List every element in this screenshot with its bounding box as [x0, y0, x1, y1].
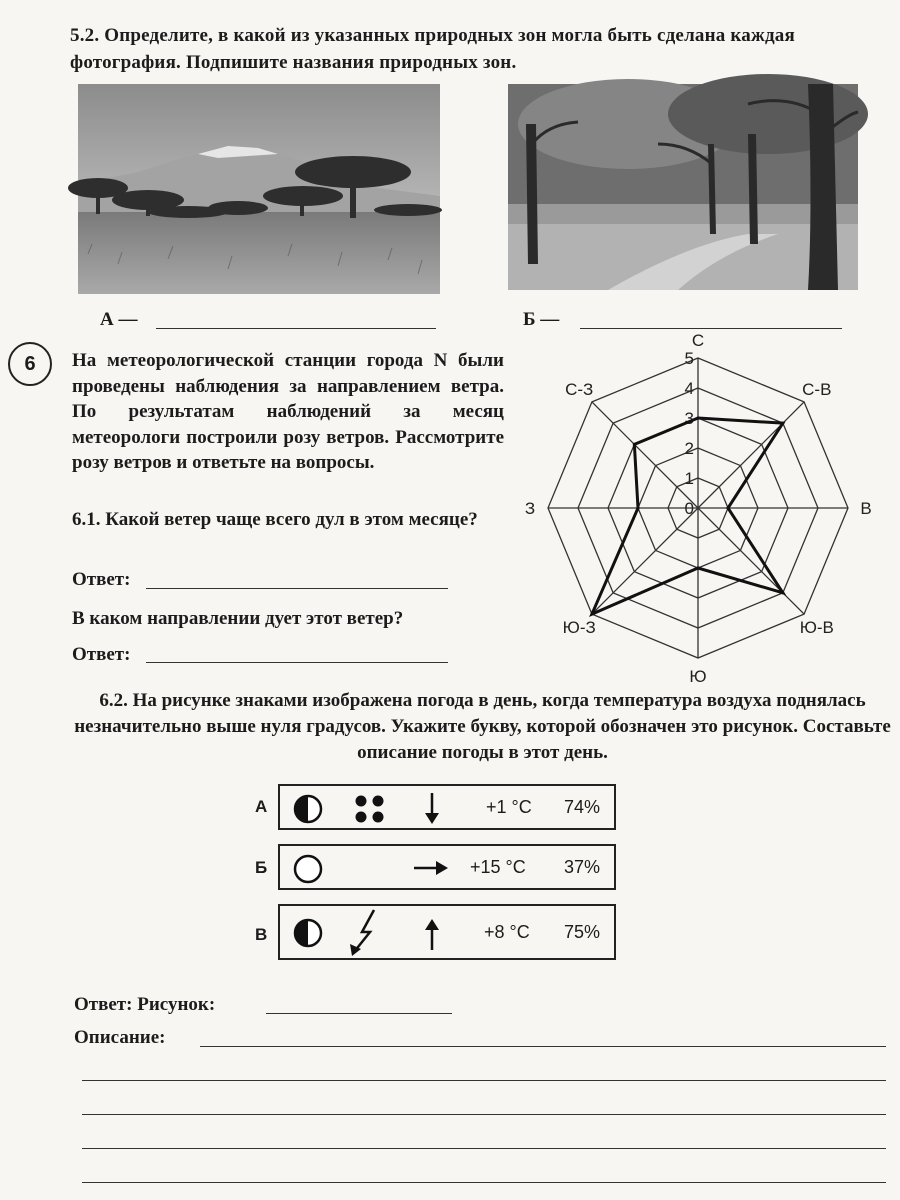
description-label: Описание: [74, 1027, 166, 1048]
humidity: 75% [564, 922, 601, 942]
row-letter-b: Б [255, 858, 268, 877]
photo-b-forest [508, 84, 858, 290]
direction-label: С-В [802, 380, 832, 400]
right-arrow-icon [412, 858, 452, 878]
data-point [590, 613, 593, 616]
up-arrow-icon [422, 916, 442, 952]
scale-tick-label: 3 [684, 409, 694, 428]
direction-label: Ю [689, 667, 707, 686]
data-point [697, 567, 700, 570]
data-point [637, 507, 640, 510]
half-cloud-icon [292, 793, 324, 825]
question-6-2: 6.2. На рисунке знаками изображена погода в день, когда температура воздуха поднялась незначительно выше нуля градусов. Укажите букву, которой обозначен это рисунок. Составьте описание погоды в этот день. [74, 690, 891, 763]
task-6-text: На метеорологической станции города N были проведены наблюдения за направлением ветра. По результатам наблюдений за месяц метеорологи построили розу ветров. Рассмотрите розу ветров и ответьте на вопросы. [72, 350, 504, 473]
photo-a-savanna [78, 84, 440, 294]
temperature: +8 °C [484, 922, 530, 942]
photo-b-label: Б — [523, 309, 560, 330]
weather-row-b [278, 844, 616, 890]
humidity: 74% [564, 797, 601, 817]
scale-tick-label: 1 [684, 469, 694, 488]
data-point [727, 507, 730, 510]
weather-row-v [278, 904, 616, 960]
description-line[interactable] [82, 1182, 886, 1183]
scale-tick-label: 0 [684, 499, 694, 518]
answer-line-b[interactable] [580, 328, 842, 329]
direction-label: Ю-З [562, 617, 596, 637]
half-cloud-icon [292, 917, 324, 949]
humidity: 37% [564, 857, 601, 877]
data-point [633, 443, 636, 446]
direction-label: С-З [565, 380, 594, 400]
weather-row-a [278, 784, 616, 830]
direction-label: В [860, 499, 872, 518]
answer-line-6-1[interactable] [146, 588, 448, 589]
description-line[interactable] [200, 1046, 886, 1047]
task-number: 6 [8, 342, 52, 386]
question-6-1: 6.1. Какой ветер чаще всего дул в этом месяце? [72, 509, 478, 530]
scale-tick-label: 4 [684, 379, 694, 398]
photo-a-label: А — [100, 309, 138, 330]
answer-line-a[interactable] [156, 328, 436, 329]
scale-tick-label: 5 [684, 349, 694, 368]
data-point [697, 417, 700, 420]
description-line[interactable] [82, 1080, 886, 1081]
question-5-2: 5.2. Определите, в какой из указанных природных зон могла быть сделана каждая фотография. Подпишите названия природных зон. [70, 25, 795, 73]
row-letter-a: А [255, 797, 268, 816]
wind-rose-chart [524, 331, 900, 686]
answer-picture-label: Ответ: Рисунок: [74, 994, 216, 1015]
direction-label: З [524, 499, 536, 518]
data-point [781, 591, 784, 594]
answer-line-6-1b[interactable] [146, 662, 448, 663]
description-line[interactable] [82, 1114, 886, 1115]
description-line[interactable] [82, 1148, 886, 1149]
rain-dots-icon [352, 792, 388, 826]
temperature: +15 °C [470, 857, 526, 877]
down-arrow-icon [422, 791, 442, 827]
clear-sky-icon [292, 853, 324, 885]
temperature: +1 °C [486, 797, 532, 817]
question-6-1b: В каком направлении дует этот ветер? [72, 608, 404, 629]
scale-tick-label: 2 [684, 439, 694, 458]
data-point [781, 422, 784, 425]
row-letter-v: В [255, 925, 268, 944]
direction-label: Ю-В [799, 617, 834, 637]
answer-picture-line[interactable] [266, 1013, 452, 1014]
answer-label-6-1b: Ответ: [72, 644, 131, 665]
lightning-icon [344, 908, 384, 958]
direction-label: С [691, 331, 705, 350]
answer-label-6-1: Ответ: [72, 569, 131, 590]
